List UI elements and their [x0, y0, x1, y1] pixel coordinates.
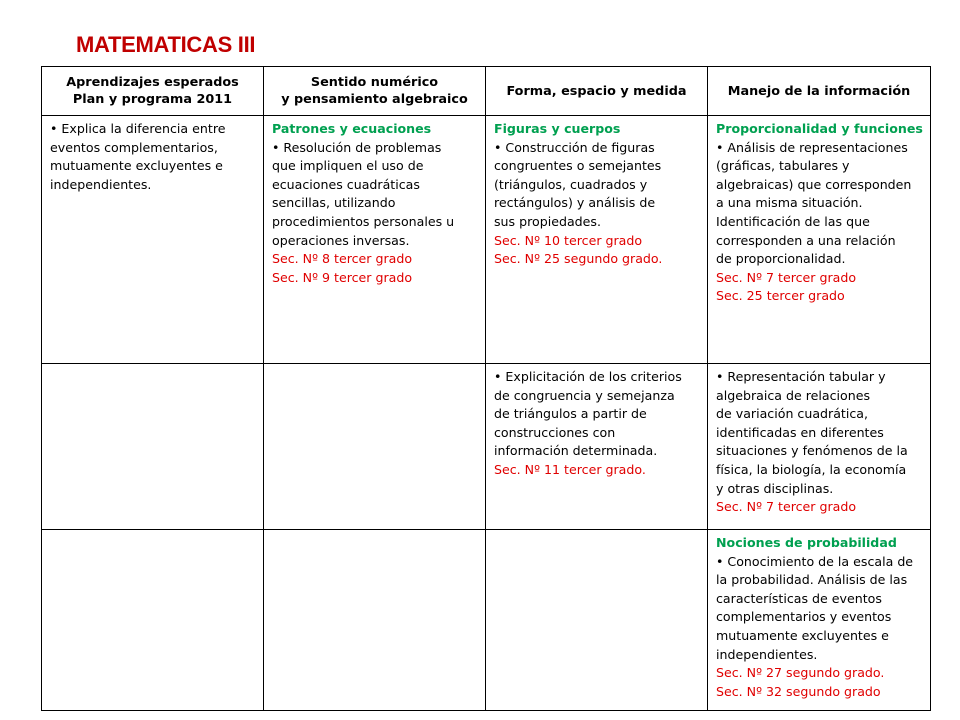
- table-cell: [708, 364, 931, 530]
- cell-line: • Explicitación de los criterios: [494, 369, 682, 384]
- cell-line: sus propiedades.: [494, 213, 601, 229]
- cell-line: algebraica de relaciones: [716, 387, 871, 403]
- school-reference: Sec. Nº 25 segundo grado.: [494, 251, 663, 267]
- header-line: y pensamiento algebraico: [281, 92, 468, 107]
- school-reference: Sec. Nº 8 tercer grado: [272, 251, 413, 267]
- table-cell: [708, 116, 931, 364]
- cell-line: • Resolución de problemas: [272, 139, 442, 155]
- cell-line: • Análisis de representaciones: [716, 139, 908, 155]
- page-title: MATEMATICAS III: [76, 32, 256, 57]
- cell-line: independientes.: [50, 176, 152, 192]
- header-line: Aprendizajes esperados: [66, 75, 239, 90]
- school-reference: Sec. Nº 7 tercer grado: [716, 499, 857, 515]
- cell-line: situaciones y fenómenos de la: [716, 443, 908, 459]
- cell-line: Identificación de las que: [716, 213, 870, 229]
- cell-line: rectángulos) y análisis de: [494, 195, 656, 211]
- header-sentido-numerico: [264, 67, 486, 116]
- cell-line: ecuaciones cuadráticas: [272, 176, 420, 192]
- cell-line: de variación cuadrática,: [716, 406, 869, 422]
- cell-line: sencillas, utilizando: [272, 195, 396, 211]
- table-cell-empty: [264, 530, 486, 711]
- school-reference: Sec. Nº 32 segundo grado: [716, 683, 881, 699]
- topic-heading: Proporcionalidad y funciones: [716, 121, 923, 136]
- cell-line: la probabilidad. Análisis de las: [716, 572, 908, 588]
- topic-heading: Figuras y cuerpos: [494, 121, 621, 136]
- topic-heading: Patrones y ecuaciones: [272, 121, 432, 136]
- school-reference: Sec. Nº 9 tercer grado: [272, 269, 413, 285]
- table-row: [42, 530, 931, 711]
- cell-line: • Conocimiento de la escala de: [716, 553, 914, 569]
- cell-line: física, la biología, la economía: [716, 461, 907, 477]
- cell-line: corresponden a una relación: [716, 232, 896, 248]
- school-reference: Sec. Nº 11 tercer grado.: [494, 461, 646, 477]
- cell-line: de proporcionalidad.: [716, 251, 846, 267]
- cell-line: algebraicas) que corresponden: [716, 176, 912, 192]
- table-row: [42, 116, 931, 364]
- header-line: Manejo de la información: [727, 83, 911, 99]
- cell-line: procedimientos personales u: [272, 213, 455, 229]
- topic-heading: Nociones de probabilidad: [716, 535, 897, 550]
- table-cell: [486, 116, 708, 364]
- header-row: [42, 67, 931, 116]
- school-reference: Sec. Nº 27 segundo grado.: [716, 665, 885, 681]
- school-reference: Sec. Nº 10 tercer grado: [494, 232, 643, 248]
- cell-line: mutuamente excluyentes e: [50, 158, 223, 174]
- cell-line: congruentes o semejantes: [494, 158, 662, 174]
- school-reference: Sec. Nº 7 tercer grado: [716, 269, 857, 285]
- table-cell: [708, 530, 931, 711]
- cell-line: eventos complementarios,: [50, 139, 218, 155]
- table-cell: [42, 116, 264, 364]
- cell-line: que impliquen el uso de: [272, 158, 424, 174]
- cell-line: identificadas en diferentes: [716, 424, 884, 440]
- cell-line: (triángulos, cuadrados y: [494, 176, 648, 192]
- cell-line: complementarios y eventos: [716, 609, 892, 625]
- cell-line: independientes.: [716, 646, 818, 662]
- school-reference: Sec. 25 tercer grado: [716, 288, 845, 304]
- cell-line: mutuamente excluyentes e: [716, 627, 889, 643]
- cell-line: • Explica la diferencia entre: [50, 121, 226, 136]
- table-cell-empty: [42, 364, 264, 530]
- table-row: [42, 364, 931, 530]
- cell-line: • Representación tabular y: [716, 369, 886, 384]
- header-line: Forma, espacio y medida: [506, 83, 687, 99]
- cell-line: y otras disciplinas.: [716, 480, 834, 496]
- cell-line: (gráficas, tabulares y: [716, 158, 850, 174]
- header-aprendizajes: [42, 67, 264, 116]
- cell-line: a una misma situación.: [716, 195, 863, 211]
- header-manejo-informacion: [708, 67, 931, 116]
- table-cell-empty: [486, 530, 708, 711]
- header-line: Sentido numérico: [310, 75, 439, 90]
- table-cell-empty: [42, 530, 264, 711]
- header-forma-espacio: [486, 67, 708, 116]
- table-cell-empty: [264, 364, 486, 530]
- cell-line: • Construcción de figuras: [494, 139, 655, 155]
- cell-line: construcciones con: [494, 424, 616, 440]
- cell-line: características de eventos: [716, 590, 882, 606]
- header-line: Plan y programa 2011: [72, 92, 233, 107]
- cell-line: de congruencia y semejanza: [494, 387, 675, 403]
- cell-line: información determinada.: [494, 443, 658, 459]
- table-cell: [264, 116, 486, 364]
- cell-line: operaciones inversas.: [272, 232, 410, 248]
- table-cell: [486, 364, 708, 530]
- curriculum-table: [41, 66, 931, 711]
- cell-line: de triángulos a partir de: [494, 406, 647, 422]
